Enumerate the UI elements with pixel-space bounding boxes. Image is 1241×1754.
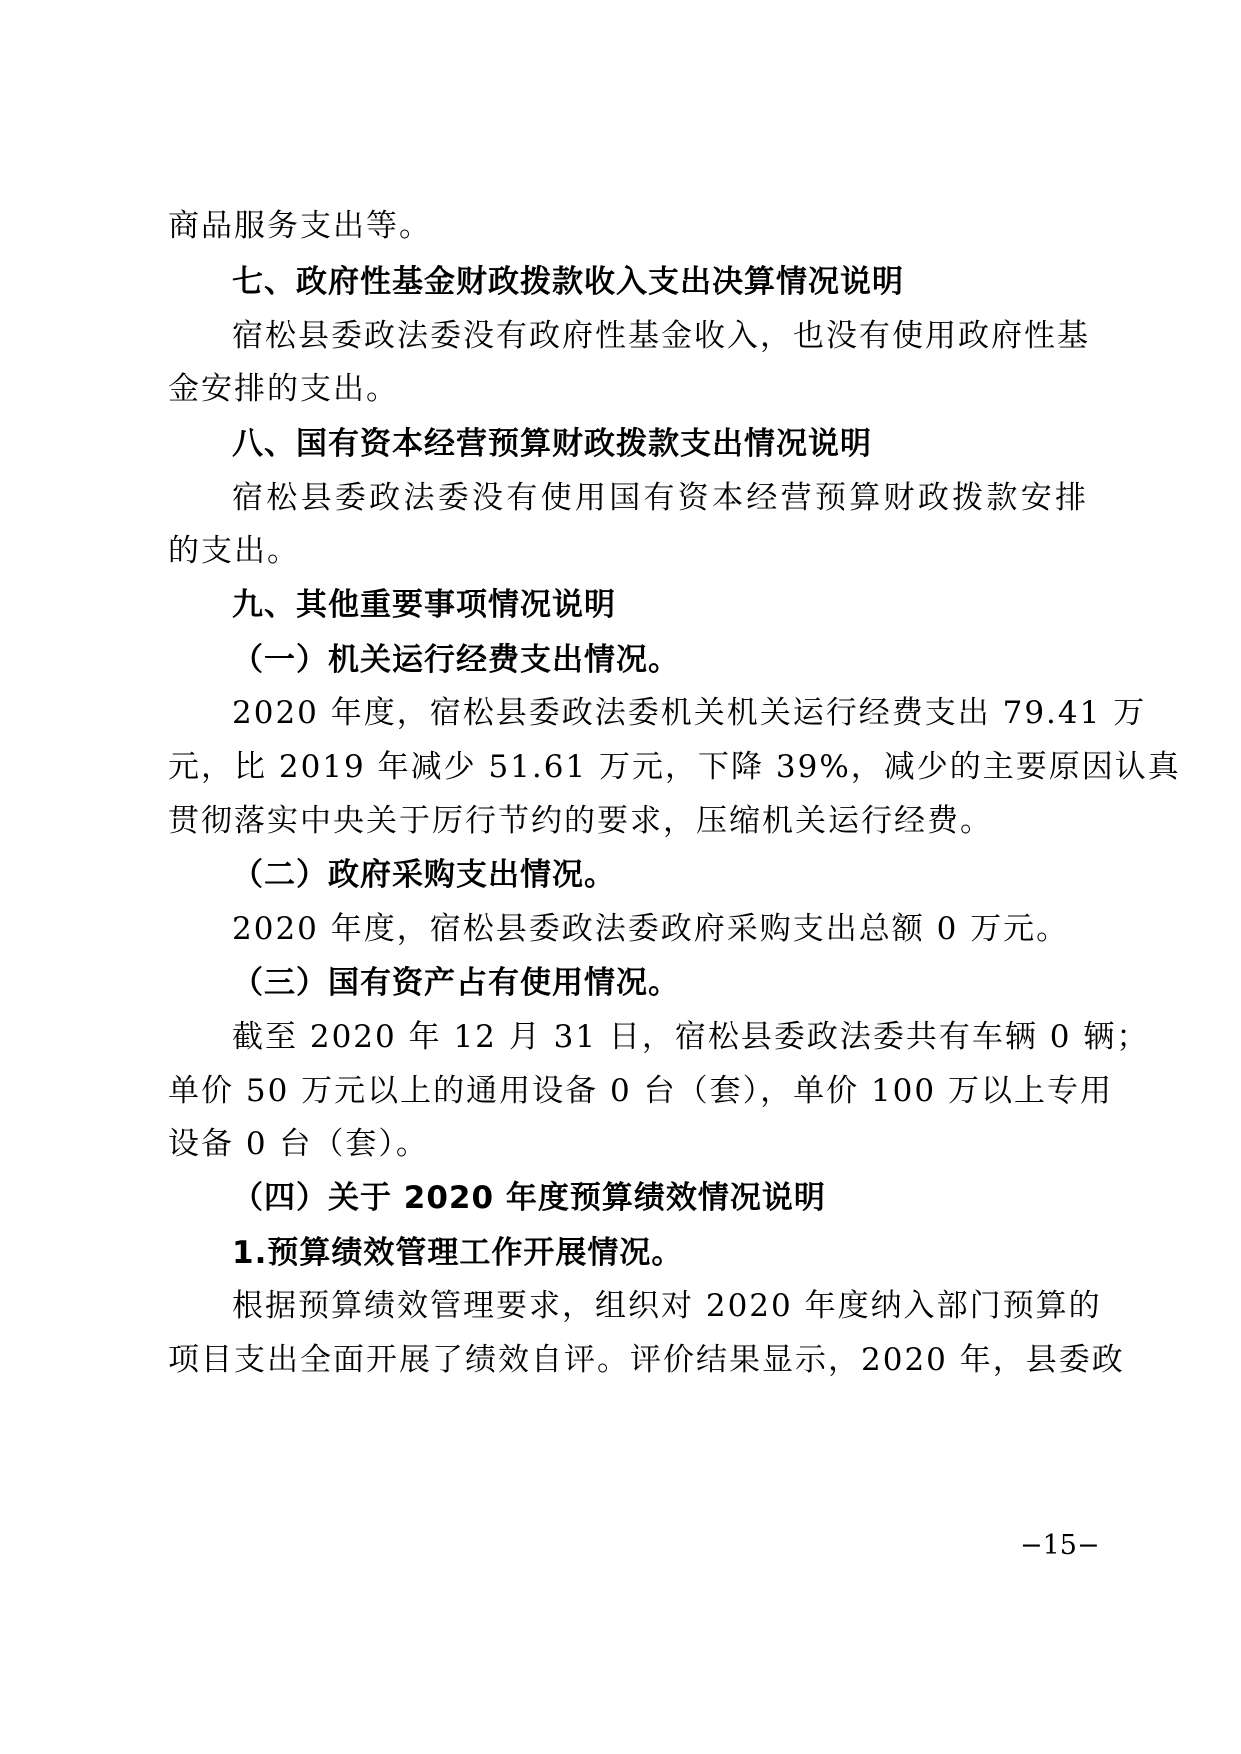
text-line: 2020 年度，宿松县委政法委政府采购支出总额 0 万元。 xyxy=(232,911,1070,947)
item-heading-1: 1.预算绩效管理工作开展情况。 xyxy=(232,1235,684,1271)
subsection-heading-3: （三）国有资产占有使用情况。 xyxy=(232,965,680,1001)
text-line: 金安排的支出。 xyxy=(168,371,399,407)
text-line: 商品服务支出等。 xyxy=(168,208,432,244)
text-line: 截至 2020 年 12 月 31 日，宿松县委政法委共有车辆 0 辆； xyxy=(232,1019,1150,1055)
page-number: −15− xyxy=(1020,1530,1100,1561)
text-line: 单价 50 万元以上的通用设备 0 台（套），单价 100 万以上专用 xyxy=(168,1073,1113,1109)
text-line: 项目支出全面开展了绩效自评。评价结果显示，2020 年，县委政 xyxy=(168,1342,1125,1378)
text-line: 宿松县委政法委没有使用国有资本经营预算财政拨款安排 xyxy=(232,480,1088,516)
section-heading-9: 九、其他重要事项情况说明 xyxy=(232,587,616,623)
text-line: 根据预算绩效管理要求，组织对 2020 年度纳入部门预算的 xyxy=(232,1288,1102,1324)
text-line: 的支出。 xyxy=(168,533,300,569)
text-line: 设备 0 台（套）。 xyxy=(168,1126,429,1162)
text-line: 元，比 2019 年减少 51.61 万元，下降 39%，减少的主要原因认真 xyxy=(168,749,1181,785)
text-line: 贯彻落实中央关于厉行节约的要求，压缩机关运行经费。 xyxy=(168,803,993,839)
section-heading-7: 七、政府性基金财政拨款收入支出决算情况说明 xyxy=(232,264,904,300)
text-line: 2020 年度，宿松县委政法委机关机关运行经费支出 79.41 万 xyxy=(232,695,1147,731)
subsection-heading-1: （一）机关运行经费支出情况。 xyxy=(232,642,680,678)
subsection-heading-4: （四）关于 2020 年度预算绩效情况说明 xyxy=(232,1180,826,1216)
subsection-heading-2: （二）政府采购支出情况。 xyxy=(232,857,616,893)
section-heading-8: 八、国有资本经营预算财政拨款支出情况说明 xyxy=(232,426,872,462)
text-line: 宿松县委政法委没有政府性基金收入，也没有使用政府性基 xyxy=(232,318,1090,354)
